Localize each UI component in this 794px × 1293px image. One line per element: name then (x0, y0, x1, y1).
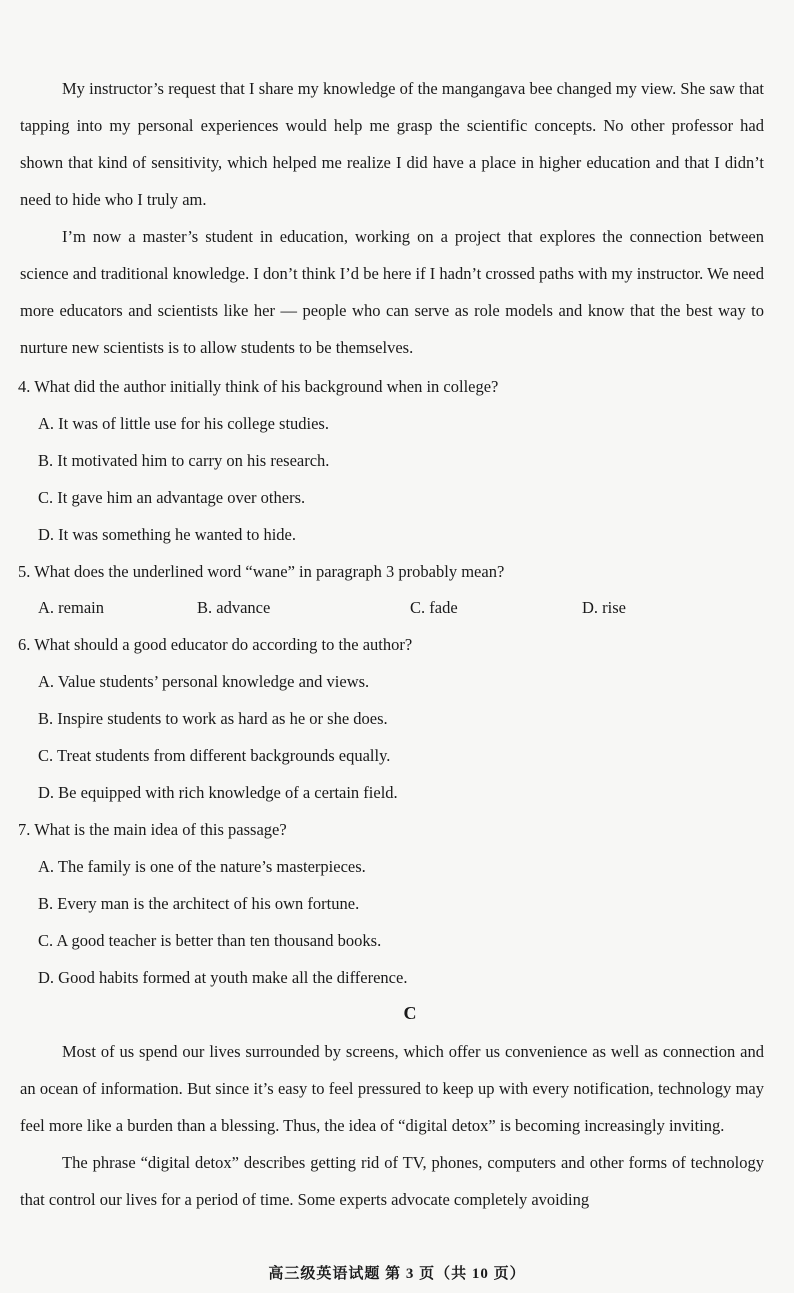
question-4-option-b[interactable]: B. It motivated him to carry on his research. (38, 451, 330, 470)
question-5-option-d[interactable]: D. rise (582, 598, 626, 617)
question-5-option-a[interactable]: A. remain (38, 598, 104, 617)
question-5-option-c[interactable]: C. fade (410, 598, 458, 617)
question-6-option-d[interactable]: D. Be equipped with rich knowledge of a certain field. (38, 783, 398, 802)
paragraph: My instructor’s request that I share my knowledge of the mangangava bee changed my view. She saw that tapping into my personal experiences would help me grasp the scientific concepts. No other professor had shown that kind of sensitivity, which helped me realize I did have a place in higher education and that I didn’t need to hide who I truly am. (20, 79, 764, 209)
question-4-stem: 4. What did the author initially think of his background when in college? (18, 377, 499, 396)
paragraph: Most of us spend our lives surrounded by screens, which offer us convenience as well as connection and an ocean of information. But since it’s easy to feel pressured to keep up with every notification, technology may feel more like a burden than a blessing. Thus, the idea of “digital detox” is becoming increasingly inviting. (20, 1042, 764, 1135)
question-6-option-a[interactable]: A. Value students’ personal knowledge and views. (38, 672, 370, 691)
passage-b-tail (20, 70, 764, 366)
question-7-option-a[interactable]: A. The family is one of the nature’s masterpieces. (38, 857, 366, 876)
paragraph: I’m now a master’s student in education, working on a project that explores the connection between science and traditional knowledge. I don’t think I’d be here if I hadn’t crossed paths with my instructor. We need more educators and scientists like her — people who can serve as role models and know that the best way to nurture new scientists is to allow students to be themselves. (20, 227, 764, 357)
passage-c (20, 1033, 764, 1218)
question-6-option-c[interactable]: C. Treat students from different backgrounds equally. (38, 746, 391, 765)
question-5-stem: 5. What does the underlined word “wane” in paragraph 3 probably mean? (18, 562, 505, 581)
question-7-option-d[interactable]: D. Good habits formed at youth make all the difference. (38, 968, 408, 987)
question-7-option-c[interactable]: C. A good teacher is better than ten thousand books. (38, 931, 382, 950)
question-4-option-c[interactable]: C. It gave him an advantage over others. (38, 488, 306, 507)
question-5-option-b[interactable]: B. advance (197, 598, 271, 617)
page-footer: 高三级英语试题 第 3 页（共 10 页） (268, 1266, 526, 1282)
question-6-stem: 6. What should a good educator do according to the author? (18, 635, 413, 654)
question-6-option-b[interactable]: B. Inspire students to work as hard as he or she does. (38, 709, 388, 728)
question-7-option-b[interactable]: B. Every man is the architect of his own fortune. (38, 894, 360, 913)
paragraph: The phrase “digital detox” describes getting rid of TV, phones, computers and other forms of technology that control our lives for a period of time. Some experts advocate completely avoiding (20, 1153, 764, 1209)
section-c-heading: C (403, 1003, 417, 1023)
question-4-option-a[interactable]: A. It was of little use for his college studies. (38, 414, 329, 433)
question-4-option-d[interactable]: D. It was something he wanted to hide. (38, 525, 296, 544)
question-7-stem: 7. What is the main idea of this passage? (18, 820, 287, 839)
